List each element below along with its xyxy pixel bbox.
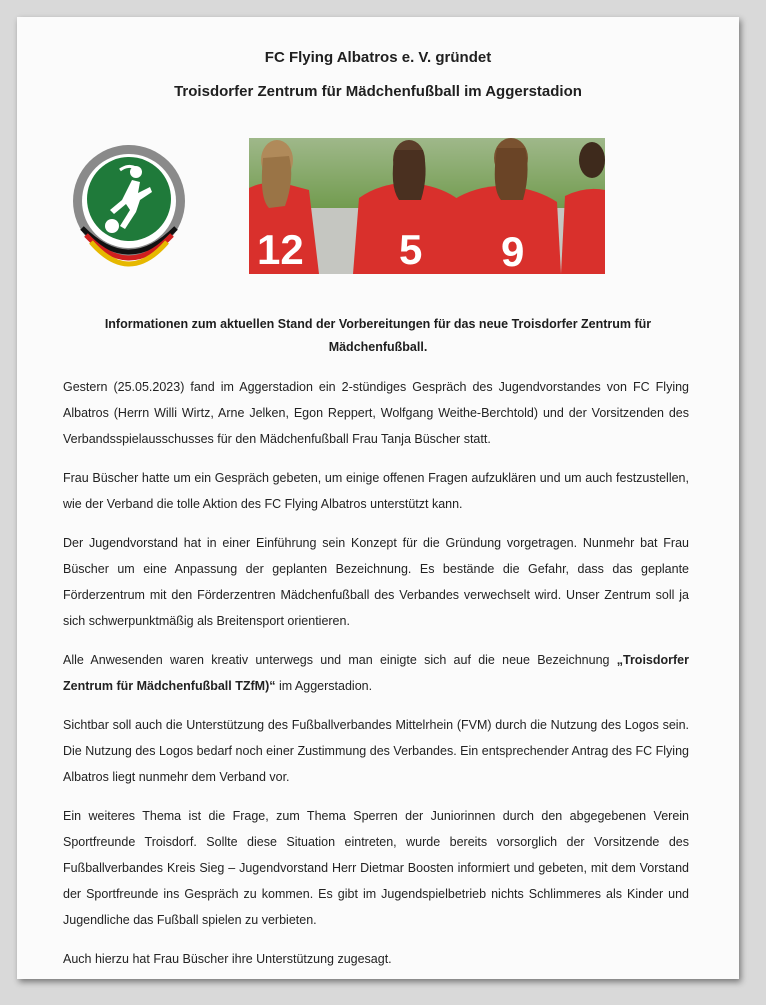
paragraph-meeting: Gestern (25.05.2023) fand im Aggerstadion ein 2-stündiges Gespräch des Jugendvorstandes von FC Flying Albatros (Herrn Willi Wirtz, Arne Jelken, Egon Reppert, Wolfgang Weithe-Berchtold) und der Vorsitzenden des Verbandsspielausschusses für den Mädchenfußball Frau Tanja Büscher statt. [63,380,689,446]
new-name-text-after: im Aggerstadion. [275,679,373,693]
document-title-line2: Troisdorfer Zentrum für Mädchenfußball im Aggerstadion [174,83,582,100]
girls-football-logo-icon [70,140,188,270]
paragraph-new-name [63,647,689,699]
paragraph-concept: Der Jugendvorstand hat in einer Einführung sein Konzept für die Gründung vorgetragen. Nunmehr bat Frau Büscher um eine Anpassung der geplanten Bezeichnung. Es bestände die Gefahr, dass das geplante Förderzentrum mit den Förderzentren Mädchenfußball des Verbandes verwechselt wird. Unser Zentrum soll ja sich schwerpunktmäßig als Breitensport orientieren. [63,536,689,628]
article-body [63,374,689,985]
paragraph-suspension: Ein weiteres Thema ist die Frage, zum Thema Sperren der Juniorinnen durch den abgegebenen Verein Sportfreunde Troisdorf. Sollte diese Situation eintreten, wurde bereits vorsorglich der Vorsitzende des Fußballverbandes Kreis Sieg – Jugendvorstand Herr Dietmar Boosten informiert und gebeten, mit dem Vorstand der Sportfreunde ins Gespräch zu kommen. Es gibt im Jugendspielbetrieb nichts Schlimmeres als Kinder und Jugendliche das Fußball spielen zu verbieten. [63,809,689,927]
paragraph-support: Auch hierzu hat Frau Büscher ihre Unterstützung zugesagt. [63,952,392,966]
new-name-text-before: Alle Anwesenden waren kreativ unterwegs und man einigte sich auf die neue Bezeichnung [63,653,617,667]
shirt-number-5: 5 [399,226,423,273]
paragraph-purpose: Frau Büscher hatte um ein Gespräch gebeten, um einige offenen Fragen aufzuklären und um auch festzustellen, wie der Verband die tolle Aktion des FC Flying Albatros unterstützt kann. [63,471,689,511]
intro-heading: Informationen zum aktuellen Stand der Vorbereitungen für das neue Troisdorfer Zentrum für Mädchenfußball. [104,317,652,354]
paragraph-fvm-logo: Sichtbar soll auch die Unterstützung des Fußballverbandes Mittelrhein (FVM) durch die Nutzung des Logos sein. Die Nutzung des Logos bedarf noch einer Zustimmung des Verbandes. Ein entsprechender Antrag des FC Flying Albatros liegt nunmehr dem Verband vor. [63,718,689,784]
document-page [17,17,739,979]
team-photo-image [249,138,605,274]
shirt-number-9: 9 [501,228,525,274]
document-title-line1: FC Flying Albatros e. V. gründet [264,49,492,66]
new-name-bold: „Troisdorfer Zentrum für Mädchenfußball TZfM)“ [63,653,689,693]
shirt-number-12: 12 [257,226,304,273]
